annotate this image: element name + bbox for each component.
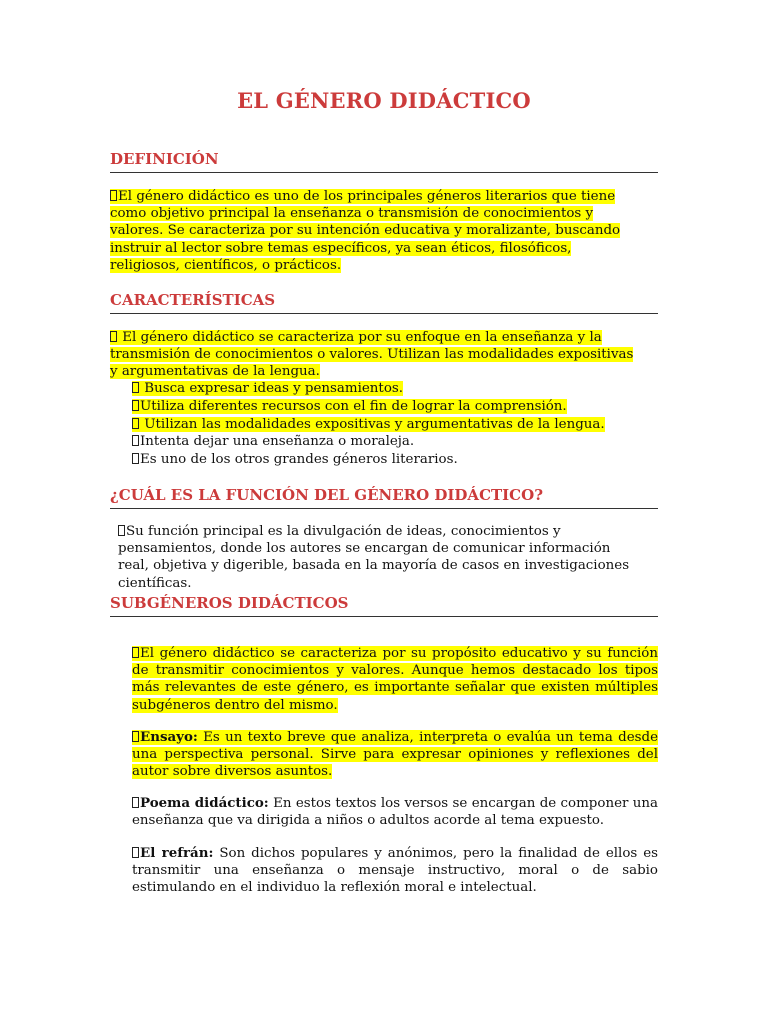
subgeneros-intro: El género didáctico se caracteriza por su propósito educativo y su función de transmitir conocimientos y valores. Aunque hemos destacado los tipos más relevantes de este género, es importante señalar que existen múltiples subgéneros dentro del mismo.	[132, 646, 658, 713]
heading-funcion: ¿CUÁL ES LA FUNCIÓN DEL GÉNERO DIDÁCTICO?	[110, 486, 658, 509]
list-item: Utilizan las modalidades expositivas y argumentativas de la lengua.	[132, 416, 652, 434]
missing-glyph-icon	[110, 190, 117, 201]
missing-glyph-icon	[132, 453, 139, 464]
heading-definicion: DEFINICIÓN	[110, 150, 658, 173]
list-item: Utiliza diferentes recursos con el fin de lograr la comprensión.	[132, 398, 652, 416]
refran-term: El refrán:	[140, 845, 214, 861]
caracteristicas-intro: El género didáctico se caracteriza por su enfoque en la enseñanza y la transmisión de conocimientos o valores. Utilizan las modalidades expositivas y argumentativas de la lengua.	[110, 330, 634, 380]
heading-subgeneros: SUBGÉNEROS DIDÁCTICOS	[110, 594, 658, 617]
missing-glyph-icon	[132, 382, 139, 393]
list-item: Busca expresar ideas y pensamientos.	[132, 380, 652, 398]
missing-glyph-icon	[132, 731, 139, 742]
missing-glyph-icon	[132, 435, 139, 446]
caracteristicas-highlight	[110, 330, 633, 379]
caracteristicas-paragraph	[110, 329, 645, 381]
funcion-text: Su función principal es la divulgación de ideas, conocimientos y pensamientos, donde los autores se encargan de comunicar información real, objetiva y digerible, basada en la mayoría de casos en investigaciones científicas.	[118, 524, 630, 591]
definicion-highlight	[110, 189, 620, 273]
definicion-paragraph	[110, 188, 645, 274]
missing-glyph-icon	[132, 400, 139, 411]
poema-term: Poema didáctico:	[140, 795, 269, 811]
definicion-text: El género didáctico es uno de los principales géneros literarios que tiene como objetivo principal la enseñanza o transmisión de conocimientos y valores. Se caracteriza por su intención educativa y moralizante, buscando instruir al lector sobre temas específicos, ya sean éticos, filosóficos, religiosos, científicos, o prácticos.	[110, 189, 621, 273]
missing-glyph-icon	[118, 525, 125, 536]
missing-glyph-icon	[132, 847, 139, 858]
ensayo-paragraph	[132, 729, 658, 781]
subgeneros-intro-paragraph	[132, 645, 658, 714]
list-item: Intenta dejar una enseñanza o moraleja.	[132, 433, 652, 451]
missing-glyph-icon	[132, 418, 139, 429]
missing-glyph-icon	[132, 797, 139, 808]
refran-text: Son dichos populares y anónimos, pero la finalidad de ellos es transmitir una enseñanza o mensaje instructivo, moral o de sabio estimulando en el individuo la reflexión moral e intelectual.	[132, 846, 658, 896]
caracteristicas-list	[132, 380, 652, 469]
list-item: Es uno de los otros grandes géneros literarios.	[132, 451, 652, 469]
ensayo-term: Ensayo:	[140, 729, 198, 745]
missing-glyph-icon	[132, 647, 139, 658]
heading-caracteristicas: CARACTERÍSTICAS	[110, 291, 658, 314]
poema-text: En estos textos los versos se encargan de componer una enseñanza que va dirigida a niños o adultos acorde al tema expuesto.	[132, 796, 658, 829]
poema-paragraph	[132, 795, 658, 829]
missing-glyph-icon	[110, 331, 117, 342]
ensayo-text: Es un texto breve que analiza, interpreta o evalúa un tema desde una perspectiva personal. Sirve para expresar opiniones y reflexiones del autor sobre diversos asuntos.	[132, 730, 658, 780]
document-title: EL GÉNERO DIDÁCTICO	[237, 88, 531, 113]
refran-paragraph	[132, 845, 658, 897]
funcion-paragraph	[118, 523, 645, 592]
